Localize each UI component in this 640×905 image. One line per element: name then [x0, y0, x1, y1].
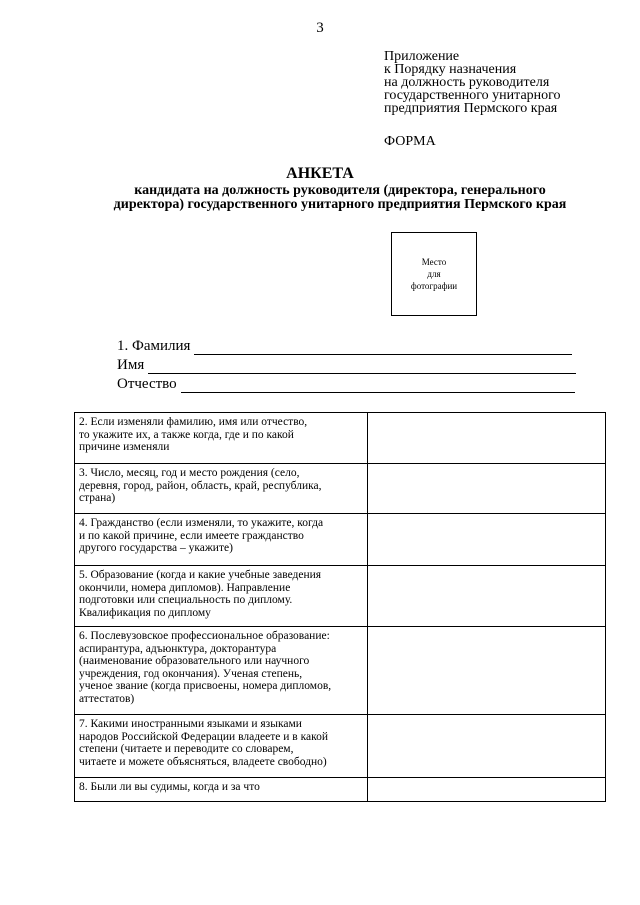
question-cell: [75, 413, 368, 464]
photo-placeholder: [391, 232, 477, 316]
question-line: аттестатов): [79, 692, 135, 705]
question-line: Квалификация по диплому: [79, 606, 211, 619]
question-line: то укажите их, а также когда, где и по какой: [79, 428, 294, 441]
answer-cell[interactable]: [368, 464, 606, 514]
patronymic-field[interactable]: [181, 380, 575, 393]
document-subtitle: [60, 184, 620, 212]
table-row: [75, 778, 606, 802]
photo-label-line: для: [427, 269, 441, 279]
patronymic-label: Отчество: [117, 376, 177, 392]
question-line: (наименование образовательного или научного: [79, 655, 310, 667]
name-row: [117, 357, 576, 374]
table-row: [75, 566, 606, 627]
surname-label: 1. Фамилия: [117, 338, 191, 354]
surname-field[interactable]: [194, 342, 572, 355]
question-line: 4. Гражданство (если изменяли, то укажите, когда: [79, 517, 324, 529]
appendix-line: предприятия Пермского края: [384, 101, 558, 116]
answer-cell[interactable]: [368, 715, 606, 778]
question-line: 8. Были ли вы судимы, когда и за что: [79, 781, 260, 793]
name-label: Имя: [117, 357, 145, 373]
patronymic-row: [117, 376, 575, 393]
questionnaire-table: [74, 412, 606, 802]
question-line: читаете и можете объясняться, владеете свободно): [79, 755, 327, 768]
form-label: ФОРМА: [384, 134, 436, 149]
answer-cell[interactable]: [368, 514, 606, 566]
answer-cell[interactable]: [368, 627, 606, 715]
question-cell: [75, 514, 368, 566]
question-line: 3. Число, месяц, год и место рождения (село,: [79, 467, 300, 479]
name-field[interactable]: [148, 361, 576, 374]
subtitle-line: кандидата на должность руководителя (директора, генерального: [134, 183, 546, 198]
answer-cell[interactable]: [368, 413, 606, 464]
question-line: другого государства – укажите): [79, 542, 233, 554]
question-line: народов Российской Федерации владеете и в какой: [79, 730, 329, 743]
question-line: окончили, номера дипломов). Направление: [79, 581, 291, 594]
appendix-line: на должность руководителя: [384, 75, 550, 90]
question-line: 6. Послевузовское профессиональное образование:: [79, 630, 330, 642]
question-line: деревня, город, район, область, край, республика,: [79, 479, 322, 492]
subtitle-line: директора) государственного унитарного предприятия Пермского края: [113, 197, 567, 212]
question-line: степени (читаете и переводите со словарем,: [79, 743, 294, 755]
table-row: [75, 627, 606, 715]
photo-label-line: Место: [421, 257, 447, 267]
surname-row: [117, 338, 572, 355]
question-line: причине изменяли: [79, 441, 170, 453]
question-line: 2. Если изменяли фамилию, имя или отчество,: [79, 416, 308, 428]
question-line: 5. Образование (когда и какие учебные заведения: [79, 569, 322, 581]
question-line: подготовки или специальность по диплому.: [79, 594, 293, 606]
question-line: 7. Какими иностранными языками и языками: [79, 718, 302, 730]
appendix-line: к Порядку назначения: [384, 62, 517, 77]
table-row: [75, 715, 606, 778]
table-row: [75, 514, 606, 566]
question-cell: [75, 464, 368, 514]
page-number: 3: [316, 20, 324, 36]
question-line: учреждения, год окончания). Ученая степень,: [79, 667, 303, 680]
question-cell: [75, 566, 368, 627]
document-title: АНКЕТА: [286, 165, 354, 182]
table-row: [75, 413, 606, 464]
question-line: аспирантура, адъюнктура, докторантура: [79, 642, 277, 655]
question-cell: [75, 715, 368, 778]
photo-label-line: фотографии: [410, 281, 458, 291]
appendix-line: государственного унитарного: [384, 88, 561, 103]
question-cell: [75, 627, 368, 715]
appendix-line: Приложение: [384, 49, 460, 64]
table-row: [75, 464, 606, 514]
question-line: ученое звание (когда присвоены, номера дипломов,: [79, 680, 332, 692]
question-line: страна): [79, 492, 116, 504]
appendix-header: [384, 50, 561, 115]
question-line: и по какой причине, если имеете гражданство: [79, 529, 304, 542]
answer-cell[interactable]: [368, 778, 606, 802]
question-cell: [75, 778, 368, 802]
answer-cell[interactable]: [368, 566, 606, 627]
